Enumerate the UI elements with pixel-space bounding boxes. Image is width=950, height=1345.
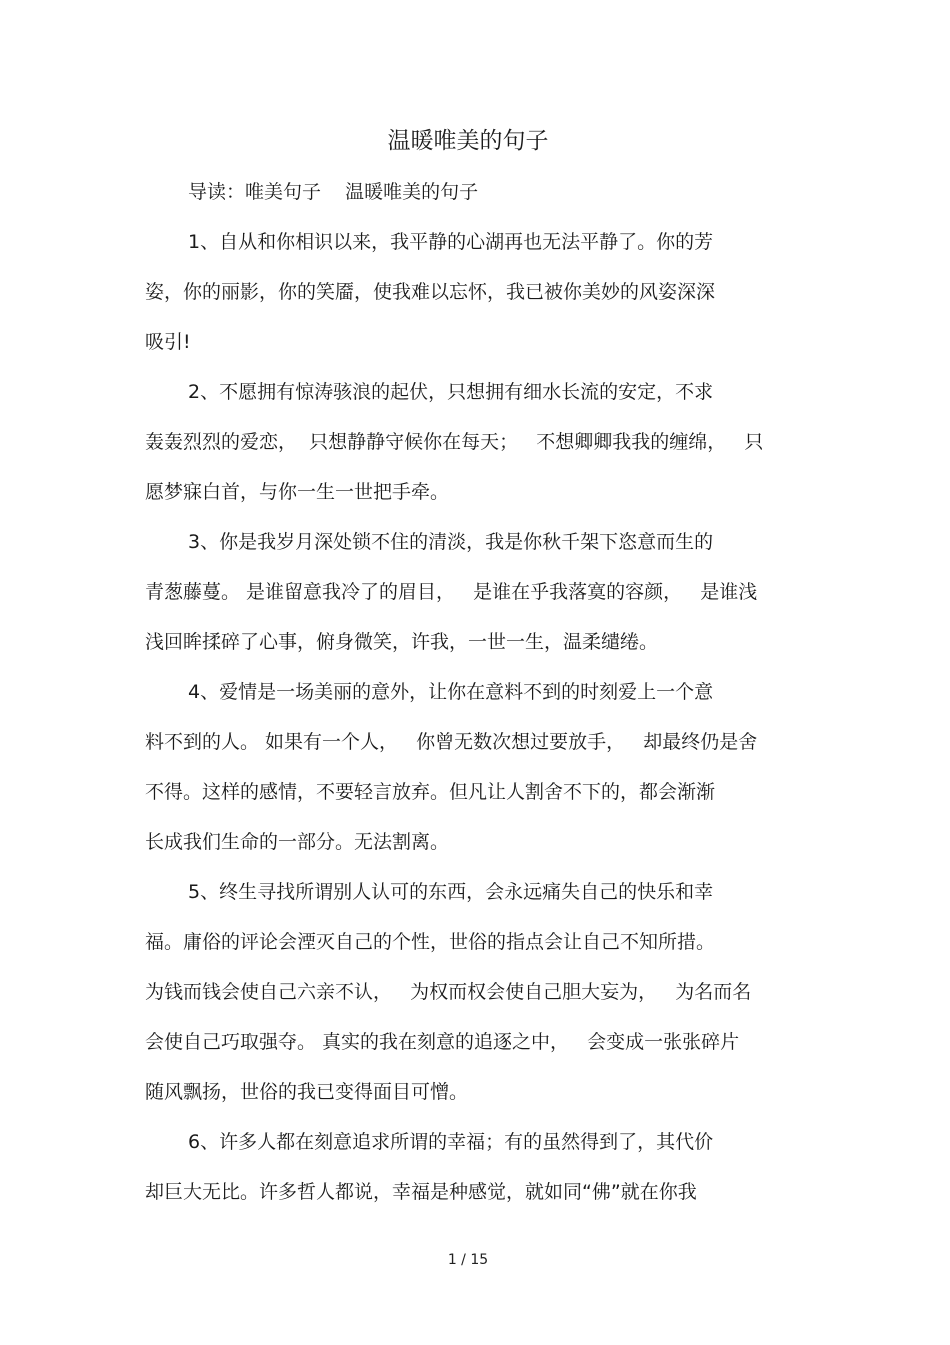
paragraph-line: 会使自己巧取强夺。 真实的我在刻意的追逐之中， 会变成一张张碎片 [145, 1031, 740, 1053]
paragraph-line: 5、终生寻找所谓别人认可的东西，会永远痛失自己的快乐和幸 [188, 881, 714, 903]
paragraph-line: 随风飘扬，世俗的我已变得面目可憎。 [145, 1081, 469, 1103]
paragraph-line: 青葱藤蔓。 是谁留意我冷了的眉目， 是谁在乎我落寞的容颜， 是谁浅 [145, 581, 758, 603]
paragraph-line: 为钱而钱会使自己六亲不认， 为权而权会使自己胆大妄为， 为名而名 [145, 981, 752, 1003]
paragraph-line: 长成我们生命的一部分。无法割离。 [145, 831, 450, 853]
paragraph-line: 4、爱情是一场美丽的意外，让你在意料不到的时刻爱上一个意 [188, 681, 714, 703]
paragraph-line: 却巨大无比。许多哲人都说，幸福是种感觉，就如同“佛”就在你我 [145, 1181, 697, 1203]
lead-line: 导读：唯美句子 温暖唯美的句子 [188, 181, 479, 203]
paragraph-line: 6、许多人都在刻意追求所谓的幸福；有的虽然得到了，其代价 [188, 1131, 714, 1153]
paragraph-line: 吸引! [145, 331, 191, 353]
paragraph-line: 料不到的人。 如果有一个人， 你曾无数次想过要放手， 却最终仍是舍 [145, 731, 758, 753]
paragraph-line: 愿梦寐白首，与你一生一世把手牵。 [145, 481, 450, 503]
paragraph-line: 福。庸俗的评论会湮灭自己的个性，世俗的指点会让自己不知所措。 [145, 931, 716, 953]
paragraph-line: 不得。这样的感情，不要轻言放弃。但凡让人割舍不下的，都会渐渐 [145, 781, 716, 803]
paragraph-line: 姿，你的丽影，你的笑靥，使我难以忘怀，我已被你美妙的风姿深深 [145, 281, 716, 303]
paragraph-line: 浅回眸揉碎了心事，俯身微笑，许我，一世一生，温柔缱绻。 [145, 631, 659, 653]
paragraph-line: 轰轰烈烈的爱恋， 只想静静守候你在每天； 不想卿卿我我的缠绵， 只 [145, 431, 764, 453]
paragraph-line: 1、自从和你相识以来，我平静的心湖再也无法平静了。你的芳 [188, 231, 714, 253]
document-title: 温暖唯美的句子 [387, 128, 549, 154]
paragraph-line: 2、不愿拥有惊涛骇浪的起伏，只想拥有细水长流的安定，不求 [188, 381, 714, 403]
paragraph-line: 3、你是我岁月深处锁不住的清淡，我是你秋千架下恣意而生的 [188, 531, 714, 553]
page-number: 1 / 15 [447, 1252, 489, 1268]
